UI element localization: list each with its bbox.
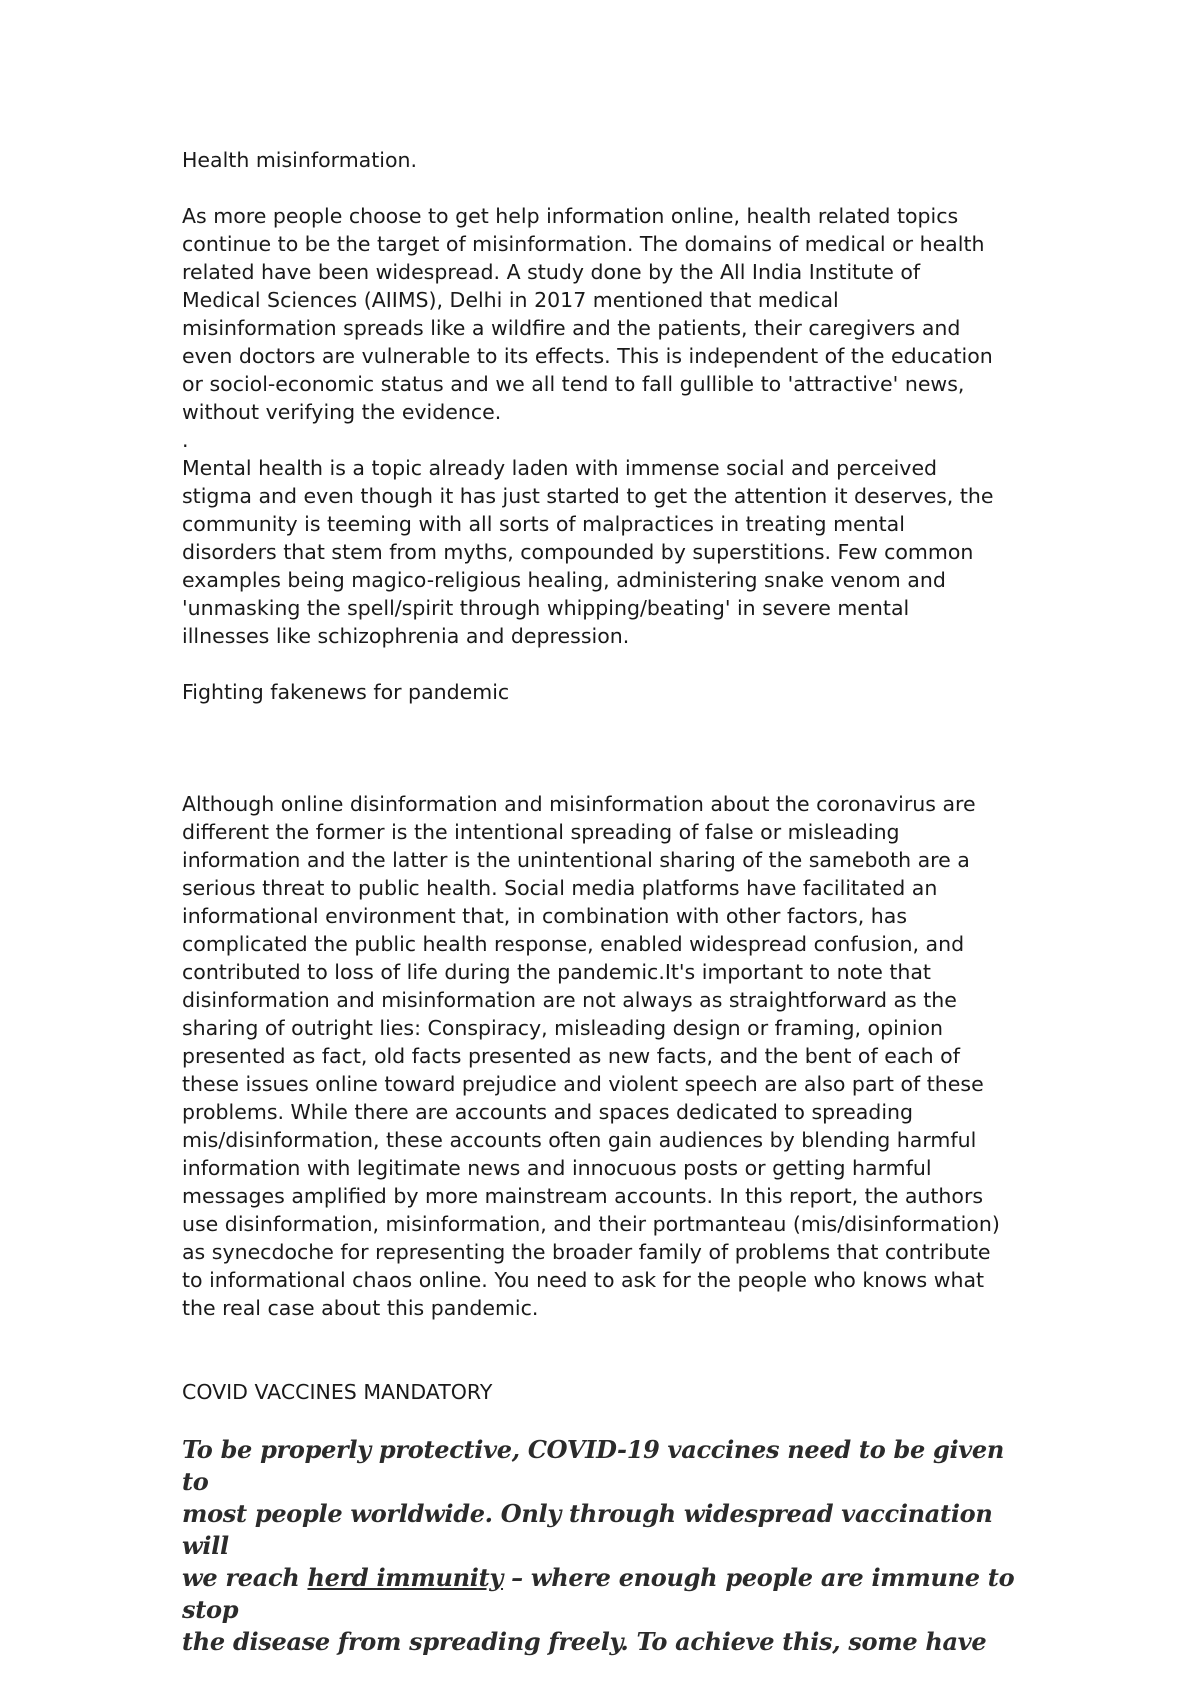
paragraph-health-misinformation: As more people choose to get help information online, health related topics continue to be the target of misinformation. The domains of medical or health related have been widespread. A study done by the All India Institute of Medical Sciences (AIIMS), Delhi in 2017 mentioned that medical misinformation spreads like a wildfire and the patients, their caregivers and even doctors are vulnerable to its effects. This is independent of the education or sociol-economic status and we all tend to fall gullible to 'attractive' news, without verifying the evidence. [182, 204, 993, 424]
pull-quote-vaccines [182, 1434, 1030, 1658]
paragraph-disinformation: Although online disinformation and misinformation about the coronavirus are different the former is the intentional spreading of false or misleading information and the latter is the unintentional sharing of the sameboth are a serious threat to public health. Social media platforms have facilitated an informational environment that, in combination with other factors, has complicated the public health response, enabled widespread confusion, and contributed to loss of life during the pandemic.It's important to note that disinformation and misinformation are not always as straightforward as the sharing of outright lies: Conspiracy, misleading design or framing, opinion presented as fact, old facts presented as new facts, and the bent of each of these issues online toward prejudice and violent speech are also part of these problems. While there are accounts and spaces dedicated to spreading mis/disinformation, these accounts often gain audiences by blending harmful information with legitimate news and innocuous posts or getting harmful messages amplified by more mainstream accounts. In this report, the authors use disinformation, misinformation, and their portmanteau (mis/disinformation) as synecdoche for representing the broader family of problems that contribute to informational chaos online. You need to ask for the people who knows what the real case about this pandemic. [182, 792, 1000, 1320]
quote-text-start: To be properly protective, COVID-19 vaccines need to be given to most people worldwide. Only through widespread vaccination will we reach [182, 1435, 1005, 1592]
heading-covid-vaccines: COVID VACCINES MANDATORY [182, 1380, 493, 1404]
paragraph-mental-health: Mental health is a topic already laden with immense social and perceived stigma and even though it has just started to get the attention it deserves, the community is teeming with all sorts of malpractices in treating mental disorders that stem from myths, compounded by superstitions. Few common examples being magico-religious healing, administering snake venom and 'unmasking the spell/spirit through whipping/beating' in severe mental illnesses like schizophrenia and depression. [182, 456, 994, 648]
document-body [182, 146, 1030, 1658]
heading-health-misinformation: Health misinformation. [182, 148, 418, 172]
heading-fighting-fakenews: Fighting fakenews for pandemic [182, 680, 510, 704]
herd-immunity-link[interactable]: herd immunity [307, 1563, 504, 1592]
quote-text-end: – where enough people are immune to stop the disease from spreading freely. To achieve this, some have [182, 1563, 1015, 1656]
stray-period: . [182, 428, 189, 452]
